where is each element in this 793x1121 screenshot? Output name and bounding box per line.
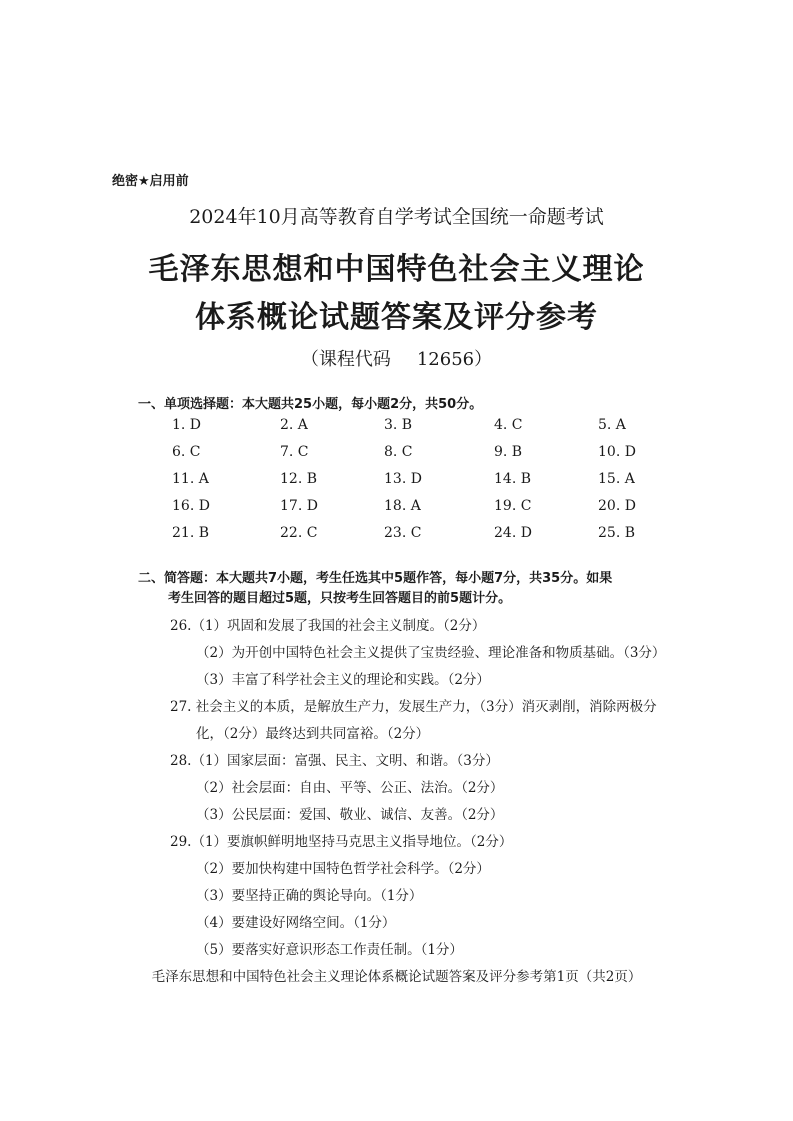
section2-heading-line1: 二、简答题：本大题共7小题，考生任选其中5题作答，每小题7分，共35分。如果 <box>138 571 613 586</box>
q29-line4: （4）要建设好网络空间。（1分） <box>196 915 396 931</box>
answer-item: 19. C <box>494 498 532 514</box>
answer-grid <box>170 417 640 552</box>
answer-item: 21. B <box>172 525 210 541</box>
answer-item: 25. B <box>598 525 636 541</box>
answer-row <box>170 471 640 498</box>
q28-line3: （3）公民层面：爱国、敬业、诚信、友善。（2分） <box>196 807 504 823</box>
q29-line1: 29.（1）要旗帜鲜明地坚持马克思主义指导地位。（2分） <box>170 834 513 850</box>
page-footer: 毛泽东思想和中国特色社会主义理论体系概论试题答案及评分参考第1页（共2页） <box>151 969 642 985</box>
answer-item: 23. C <box>384 525 422 541</box>
q28-line2: （2）社会层面：自由、平等、公正、法治。（2分） <box>196 780 504 796</box>
q26-line2: （2）为开创中国特色社会主义提供了宝贵经验、理论准备和物质基础。（3分） <box>196 645 666 661</box>
page-title-line2: 体系概论试题答案及评分参考 <box>195 300 598 335</box>
course-code-line <box>0 345 793 371</box>
answer-item: 20. D <box>598 498 636 514</box>
answer-item: 14. B <box>494 471 532 487</box>
answer-item: 1. D <box>172 417 202 433</box>
answer-row <box>170 525 640 552</box>
answer-row <box>170 498 640 525</box>
answer-row <box>170 417 640 444</box>
answer-item: 5. A <box>598 417 626 433</box>
answer-item: 2. A <box>280 417 308 433</box>
exam-title: 2024年10月高等教育自学考试全国统一命题考试 <box>189 206 604 228</box>
answer-item: 18. A <box>384 498 421 514</box>
answer-item: 4. C <box>494 417 523 433</box>
answer-item: 6. C <box>172 444 201 460</box>
page-title-line1: 毛泽东思想和中国特色社会主义理论 <box>148 252 645 287</box>
q29-line2: （2）要加快构建中国特色哲学社会科学。（2分） <box>196 861 490 877</box>
q28-line1: 28.（1）国家层面：富强、民主、文明、和谐。（3分） <box>170 753 499 769</box>
answer-item: 9. B <box>494 444 523 460</box>
q27-line1: 27. 社会主义的本质，是解放生产力，发展生产力，（3分）消灭剥削，消除两极分 <box>170 699 657 715</box>
answer-item: 8. C <box>384 444 413 460</box>
answer-item: 24. D <box>494 525 532 541</box>
q26-line3: （3）丰富了科学社会主义的理论和实践。（2分） <box>196 672 490 688</box>
answer-item: 7. C <box>280 444 309 460</box>
answer-item: 15. A <box>598 471 635 487</box>
q27-line2: 化，（2分）最终达到共同富裕。（2分） <box>196 726 430 742</box>
answer-item: 12. B <box>280 471 318 487</box>
course-code: 12656） <box>416 349 493 370</box>
q29-line5: （5）要落实好意识形态工作责任制。（1分） <box>196 942 463 958</box>
answer-item: 13. D <box>384 471 422 487</box>
confidential-label: 绝密★启用前 <box>112 174 189 189</box>
section2-heading-line2: 考生回答的题目超过5题，只按考生回答题目的前5题计分。 <box>168 591 512 606</box>
course-label: （课程代码 <box>300 349 391 370</box>
answer-item: 3. B <box>384 417 413 433</box>
answer-item: 16. D <box>172 498 210 514</box>
q26-line1: 26.（1）巩固和发展了我国的社会主义制度。（2分） <box>170 618 486 634</box>
answer-item: 17. D <box>280 498 318 514</box>
answer-item: 10. D <box>598 444 636 460</box>
q29-line3: （3）要坚持正确的舆论导向。（1分） <box>196 888 423 904</box>
answer-item: 22. C <box>280 525 318 541</box>
section1-heading: 一、单项选择题：本大题共25小题，每小题2分，共50分。 <box>138 397 483 412</box>
answer-item: 11. A <box>172 471 209 487</box>
answer-row <box>170 444 640 471</box>
